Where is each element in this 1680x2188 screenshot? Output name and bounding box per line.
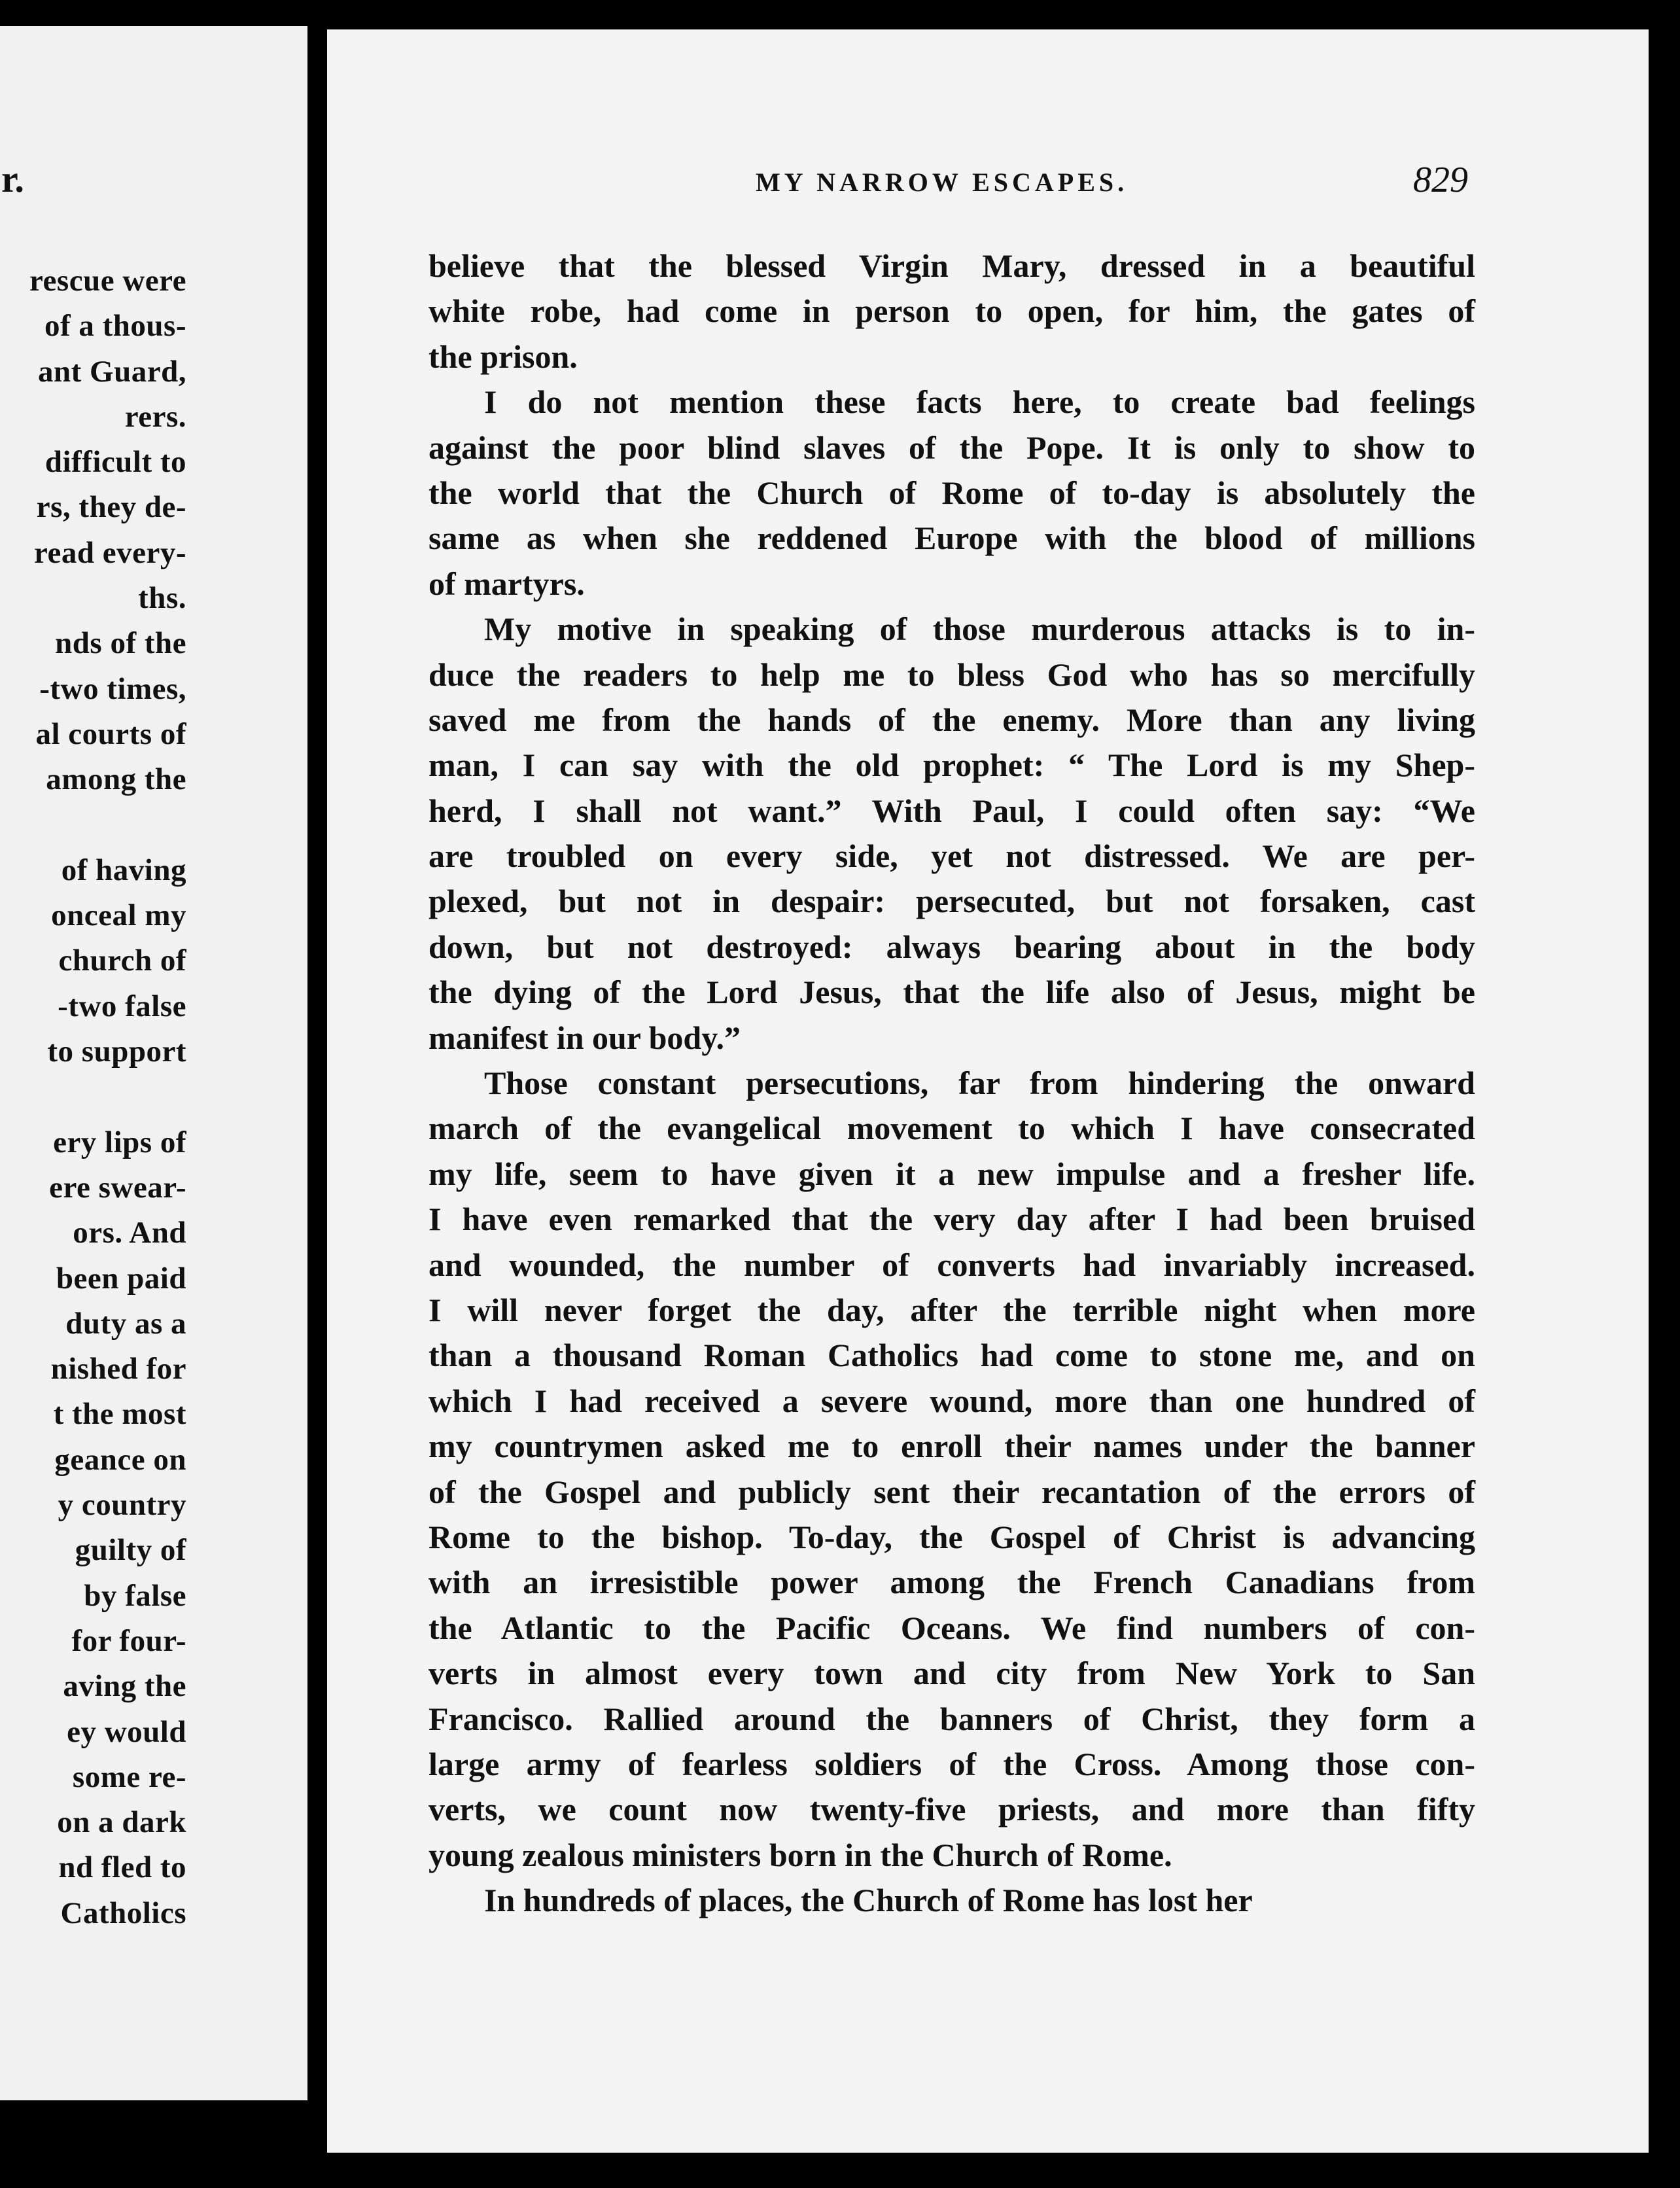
- text-line: white robe, had come in person to open, for him, the gates of: [429, 292, 1475, 330]
- text-line: the dying of the Lord Jesus, that the life also of Jesus, might be: [429, 974, 1475, 1011]
- left-page-line: duty as a: [65, 1306, 186, 1341]
- text-line: saved me from the hands of the enemy. More than any living: [429, 701, 1475, 738]
- left-page-line: on a dark: [57, 1805, 186, 1840]
- text-line: my life, seem to have given it a new impulse and a fresher life.: [429, 1155, 1475, 1192]
- left-page-line: -two false: [58, 989, 186, 1023]
- text-line: the world that the Church of Rome of to-day is absolutely the: [429, 474, 1475, 511]
- left-page-line: to support: [47, 1034, 186, 1069]
- left-page-line: among the: [46, 762, 186, 797]
- text-line: against the poor blind slaves of the Pope. It is only to show to: [429, 429, 1475, 466]
- text-line: and wounded, the number of converts had invariably increased.: [429, 1246, 1475, 1283]
- left-page-line: geance on: [54, 1442, 186, 1477]
- left-page-line: ths.: [138, 581, 186, 616]
- running-head-title: MY NARROW ESCAPES.: [756, 168, 1129, 197]
- text-line: my countrymen asked me to enroll their names under the banner: [429, 1428, 1475, 1465]
- book-gutter: [307, 0, 327, 2188]
- text-line: the Atlantic to the Pacific Oceans. We find numbers of con-: [429, 1609, 1475, 1646]
- left-page-line: nds of the: [55, 626, 186, 661]
- left-page-line: [0, 803, 307, 848]
- left-page-line: ere swear-: [49, 1170, 186, 1205]
- text-line: In hundreds of places, the Church of Rome has lost her: [484, 1882, 1253, 1919]
- text-line: believe that the blessed Virgin Mary, dressed in a beautiful: [429, 247, 1475, 284]
- left-page-line: nished for: [50, 1352, 186, 1386]
- text-line: plexed, but not in despair: persecuted, but not forsaken, cast: [429, 883, 1475, 920]
- text-line: I will never forget the day, after the terrible night when more: [429, 1291, 1475, 1328]
- left-page-line: guilty of: [75, 1533, 186, 1568]
- text-line: are troubled on every side, yet not distressed. We are per-: [429, 838, 1475, 875]
- text-line: which I had received a severe wound, more than one hundred of: [429, 1382, 1475, 1419]
- left-page-line: been paid: [56, 1261, 186, 1296]
- left-page-corner-mark: r.: [1, 158, 24, 200]
- left-page-line: by false: [84, 1578, 186, 1613]
- text-line: I do not mention these facts here, to create bad feelings: [484, 383, 1475, 421]
- text-line: duce the readers to help me to bless God who has so mercifully: [429, 656, 1475, 693]
- left-page-line: [0, 1074, 307, 1120]
- text-line: Rome to the bishop. To-day, the Gospel of Christ is advancing: [429, 1518, 1475, 1555]
- left-page-line: onceal my: [51, 898, 186, 933]
- text-line: verts in almost every town and city from New York to San: [429, 1655, 1475, 1692]
- text-line: the prison.: [429, 338, 578, 375]
- left-page-line: aving the: [63, 1669, 186, 1704]
- text-line: Francisco. Rallied around the banners of Christ, they form a: [429, 1700, 1475, 1737]
- left-page-line: ery lips of: [53, 1125, 186, 1159]
- text-line: of martyrs.: [429, 565, 585, 602]
- left-page-line: of a thous-: [44, 309, 186, 344]
- left-page-line: Catholics: [60, 1896, 186, 1930]
- left-page-line: t the most: [53, 1397, 186, 1432]
- left-page-line: nd fled to: [58, 1850, 186, 1885]
- left-page-line: rers.: [124, 399, 186, 434]
- text-line: large army of fearless soldiers of the Cross. Among those con-: [429, 1745, 1475, 1782]
- left-page-text: [0, 258, 307, 1936]
- left-page-line: ors. And: [73, 1216, 186, 1250]
- text-line: march of the evangelical movement to which I have consecrated: [429, 1110, 1475, 1147]
- left-page-fragment: [0, 26, 307, 2100]
- body-text: [429, 243, 1475, 1923]
- left-page-line: -two times,: [39, 671, 186, 706]
- left-page-line: read every-: [34, 535, 186, 570]
- text-line: herd, I shall not want.” With Paul, I could often say: “We: [429, 792, 1475, 829]
- text-line: My motive in speaking of those murderous attacks is to in-: [484, 610, 1475, 648]
- left-page-line: some re-: [72, 1759, 186, 1794]
- page-edge-shadow: [1649, 20, 1680, 2188]
- text-line: down, but not destroyed: always bearing about in the body: [429, 928, 1475, 965]
- left-page-line: ant Guard,: [38, 354, 186, 389]
- left-page-line: for four-: [71, 1623, 186, 1658]
- left-page-line: ey would: [67, 1714, 186, 1749]
- text-line: with an irresistible power among the French Canadians from: [429, 1564, 1475, 1601]
- text-line: I have even remarked that the very day after I had been bruised: [429, 1201, 1475, 1238]
- left-page-line: difficult to: [44, 445, 186, 480]
- text-line: verts, we count now twenty-five priests, and more than fifty: [429, 1791, 1475, 1828]
- page-number: 829: [1413, 160, 1468, 200]
- left-page-line: y country: [58, 1488, 186, 1523]
- text-line: of the Gospel and publicly sent their recantation of the errors of: [429, 1473, 1475, 1510]
- text-line: young zealous ministers born in the Church of Rome.: [429, 1836, 1172, 1873]
- left-page-line: al courts of: [35, 716, 186, 751]
- left-page-line: rescue were: [29, 264, 186, 298]
- text-line: Those constant persecutions, far from hindering the onward: [484, 1065, 1475, 1102]
- text-line: man, I can say with the old prophet: “ The Lord is my Shep-: [429, 747, 1475, 784]
- left-page-line: rs, they de-: [36, 490, 186, 525]
- left-page-line: church of: [58, 944, 186, 978]
- text-line: manifest in our body.”: [429, 1019, 741, 1056]
- text-line: same as when she reddened Europe with the blood of millions: [429, 520, 1475, 557]
- left-page-line: of having: [61, 853, 186, 887]
- text-line: than a thousand Roman Catholics had come to stone me, and on: [429, 1337, 1475, 1374]
